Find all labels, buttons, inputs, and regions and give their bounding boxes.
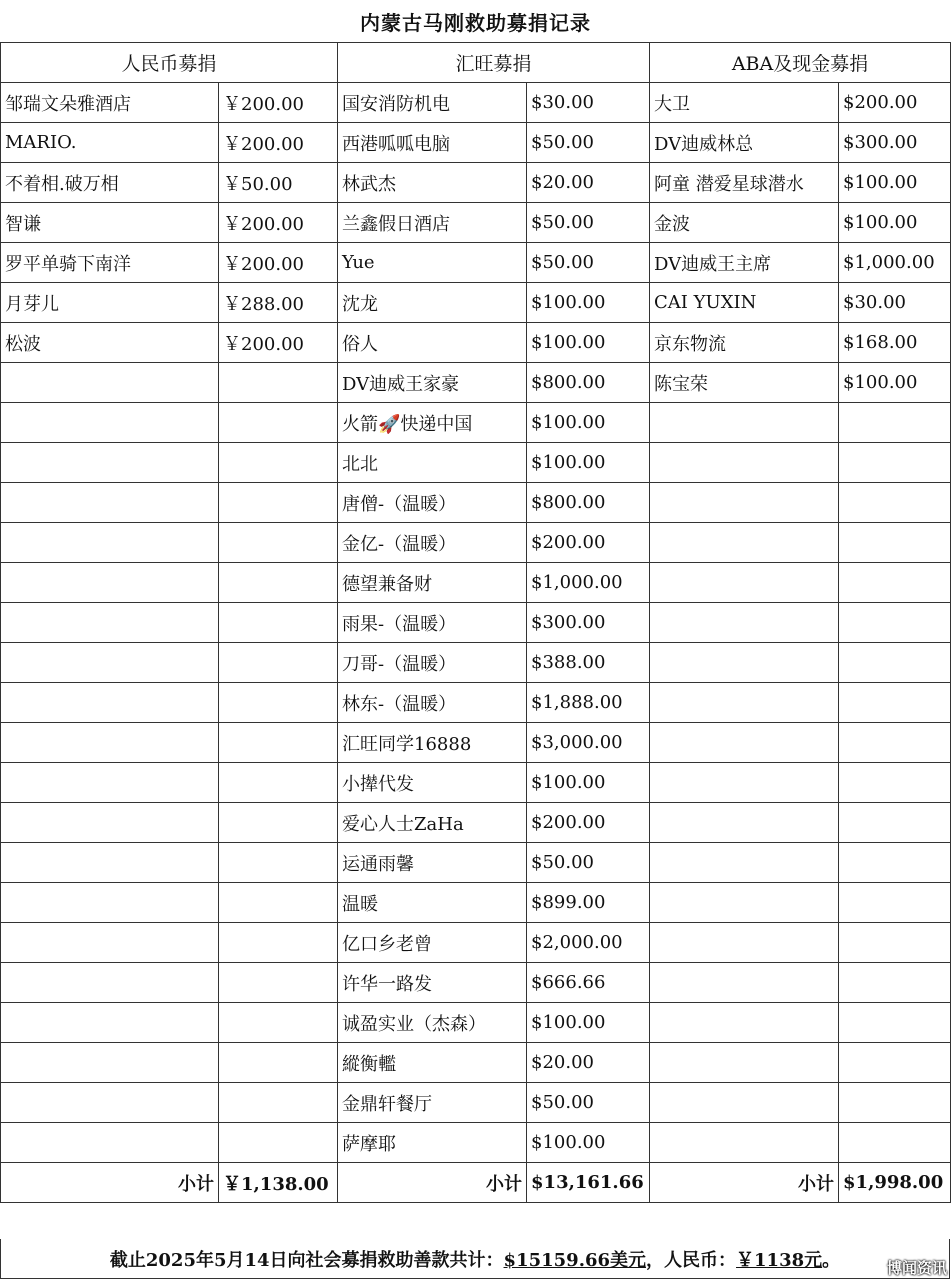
rmb-donor-amount: ￥200.00	[219, 123, 338, 163]
table-row	[1, 963, 951, 1003]
rmb-donor-amount	[219, 443, 338, 483]
table-row	[1, 483, 951, 523]
aba-donor-name	[650, 403, 839, 443]
huiwang-donor-amount: $2,000.00	[527, 923, 650, 963]
huiwang-donor-amount: $20.00	[527, 1043, 650, 1083]
huiwang-donor-name: 林武杰	[338, 163, 527, 203]
rmb-donor-amount: ￥200.00	[219, 243, 338, 283]
aba-donor-amount: $100.00	[839, 203, 951, 243]
rmb-donor-name	[1, 803, 219, 843]
subtotal-huiwang: $13,161.66	[527, 1163, 650, 1203]
table-row	[1, 523, 951, 563]
table-row	[1, 803, 951, 843]
huiwang-donor-name: 萨摩耶	[338, 1123, 527, 1163]
table-row	[1, 243, 951, 283]
rmb-donor-name	[1, 843, 219, 883]
huiwang-donor-amount: $20.00	[527, 163, 650, 203]
rmb-donor-amount	[219, 403, 338, 443]
aba-donor-amount	[839, 683, 951, 723]
summary-prefix: 截止2025年5月14日向社会募捐救助善款共计：	[109, 1249, 504, 1271]
huiwang-donor-name: 雨果-（温暖）	[338, 603, 527, 643]
aba-donor-name	[650, 803, 839, 843]
rmb-donor-name	[1, 523, 219, 563]
table-row	[1, 1003, 951, 1043]
aba-donor-amount	[839, 963, 951, 1003]
aba-donor-name	[650, 443, 839, 483]
rmb-donor-amount	[219, 1043, 338, 1083]
aba-donor-name	[650, 843, 839, 883]
rmb-donor-name	[1, 1083, 219, 1123]
rmb-donor-amount	[219, 1123, 338, 1163]
rmb-donor-name	[1, 603, 219, 643]
rmb-donor-name	[1, 483, 219, 523]
aba-donor-amount: $100.00	[839, 163, 951, 203]
table-row	[1, 163, 951, 203]
rmb-donor-amount: ￥288.00	[219, 283, 338, 323]
huiwang-donor-name: 縱衡轞	[338, 1043, 527, 1083]
aba-donor-amount	[839, 723, 951, 763]
huiwang-donor-amount: $30.00	[527, 83, 650, 123]
huiwang-donor-amount: $200.00	[527, 523, 650, 563]
huiwang-donor-name: 诚盈实业（杰森）	[338, 1003, 527, 1043]
rmb-donor-name: 罗平单骑下南洋	[1, 243, 219, 283]
summary-suffix: 。	[822, 1249, 841, 1271]
summary-usd-total: $15159.66美元	[503, 1249, 647, 1271]
rmb-donor-amount	[219, 523, 338, 563]
rmb-donor-name	[1, 723, 219, 763]
total-summary	[0, 1239, 950, 1279]
aba-donor-amount	[839, 1123, 951, 1163]
rmb-donor-name	[1, 643, 219, 683]
huiwang-donor-name: 沈龙	[338, 283, 527, 323]
huiwang-donor-amount: $300.00	[527, 603, 650, 643]
huiwang-donor-name: 林东-（温暖）	[338, 683, 527, 723]
aba-donor-name	[650, 1123, 839, 1163]
aba-donor-name	[650, 763, 839, 803]
rmb-donor-amount	[219, 883, 338, 923]
aba-donor-amount	[839, 923, 951, 963]
huiwang-donor-amount: $100.00	[527, 1123, 650, 1163]
aba-donor-name	[650, 1083, 839, 1123]
aba-donor-amount	[839, 1003, 951, 1043]
rmb-donor-amount: ￥50.00	[219, 163, 338, 203]
rmb-donor-amount	[219, 1083, 338, 1123]
huiwang-donor-amount: $666.66	[527, 963, 650, 1003]
huiwang-donor-amount: $3,000.00	[527, 723, 650, 763]
table-row	[1, 643, 951, 683]
aba-donor-name: DV迪威王主席	[650, 243, 839, 283]
rmb-donor-name: 月芽儿	[1, 283, 219, 323]
subtotal-rmb: ￥1,138.00	[219, 1163, 338, 1203]
aba-donor-name	[650, 923, 839, 963]
huiwang-donor-amount: $100.00	[527, 283, 650, 323]
rmb-donor-amount: ￥200.00	[219, 203, 338, 243]
rmb-donor-amount	[219, 923, 338, 963]
huiwang-donor-name: 唐僧-（温暖）	[338, 483, 527, 523]
rmb-donor-amount: ￥200.00	[219, 323, 338, 363]
aba-donor-name	[650, 1043, 839, 1083]
aba-donor-name	[650, 643, 839, 683]
table-row	[1, 1123, 951, 1163]
aba-donor-amount	[839, 523, 951, 563]
rmb-donor-name: 松波	[1, 323, 219, 363]
huiwang-donor-name: 西港呱呱电脑	[338, 123, 527, 163]
aba-donor-name: CAI YUXIN	[650, 283, 839, 323]
aba-donor-name	[650, 883, 839, 923]
rmb-donor-name	[1, 1123, 219, 1163]
huiwang-donor-amount: $899.00	[527, 883, 650, 923]
rmb-donor-amount	[219, 643, 338, 683]
rmb-donor-amount	[219, 723, 338, 763]
aba-donor-amount: $200.00	[839, 83, 951, 123]
aba-donor-amount	[839, 1083, 951, 1123]
table-header-row	[1, 43, 951, 83]
rmb-donor-name	[1, 963, 219, 1003]
table-row	[1, 283, 951, 323]
huiwang-donor-amount: $100.00	[527, 323, 650, 363]
aba-donor-amount	[839, 603, 951, 643]
huiwang-donor-amount: $100.00	[527, 763, 650, 803]
table-row	[1, 683, 951, 723]
huiwang-donor-name: 许华一路发	[338, 963, 527, 1003]
huiwang-donor-name: 金亿-（温暖）	[338, 523, 527, 563]
rmb-donor-name	[1, 923, 219, 963]
huiwang-donor-name: 温暖	[338, 883, 527, 923]
aba-donor-name: 陈宝荣	[650, 363, 839, 403]
subtotal-aba: $1,998.00	[839, 1163, 951, 1203]
huiwang-donor-name: 亿口乡老曾	[338, 923, 527, 963]
aba-donor-name	[650, 1003, 839, 1043]
aba-donor-amount	[839, 443, 951, 483]
huiwang-donor-amount: $100.00	[527, 443, 650, 483]
aba-donor-amount: $300.00	[839, 123, 951, 163]
huiwang-donor-amount: $800.00	[527, 363, 650, 403]
aba-donor-amount: $100.00	[839, 363, 951, 403]
aba-donor-amount	[839, 643, 951, 683]
subtotal-label-rmb: 小计	[1, 1163, 219, 1203]
aba-donor-amount: $1,000.00	[839, 243, 951, 283]
rmb-donor-name	[1, 443, 219, 483]
rmb-donor-name: MARIO.	[1, 123, 219, 163]
huiwang-donor-name: DV迪威王家豪	[338, 363, 527, 403]
table-row	[1, 763, 951, 803]
table-row	[1, 403, 951, 443]
header-huiwang: 汇旺募捐	[338, 43, 650, 83]
aba-donor-name	[650, 523, 839, 563]
header-aba: ABA及现金募捐	[650, 43, 951, 83]
aba-donor-amount	[839, 803, 951, 843]
table-row	[1, 1043, 951, 1083]
aba-donor-amount	[839, 1043, 951, 1083]
table-row	[1, 923, 951, 963]
huiwang-donor-amount: $50.00	[527, 203, 650, 243]
rmb-donor-name	[1, 1003, 219, 1043]
aba-donor-name: 京东物流	[650, 323, 839, 363]
table-row	[1, 563, 951, 603]
aba-donor-name	[650, 483, 839, 523]
rmb-donor-name: 不着相.破万相	[1, 163, 219, 203]
donation-table	[0, 42, 951, 1203]
huiwang-donor-amount: $388.00	[527, 643, 650, 683]
huiwang-donor-amount: $50.00	[527, 843, 650, 883]
table-row	[1, 603, 951, 643]
aba-donor-amount	[839, 563, 951, 603]
huiwang-donor-name: 小撵代发	[338, 763, 527, 803]
header-rmb: 人民币募捐	[1, 43, 338, 83]
rmb-donor-name	[1, 563, 219, 603]
rmb-donor-name	[1, 683, 219, 723]
aba-donor-name	[650, 603, 839, 643]
aba-donor-amount: $30.00	[839, 283, 951, 323]
subtotal-label-huiwang: 小计	[338, 1163, 527, 1203]
rmb-donor-amount	[219, 963, 338, 1003]
huiwang-donor-amount: $100.00	[527, 1003, 650, 1043]
huiwang-donor-name: 汇旺同学16888	[338, 723, 527, 763]
aba-donor-name	[650, 563, 839, 603]
table-row	[1, 723, 951, 763]
aba-donor-amount	[839, 763, 951, 803]
aba-donor-name: 金波	[650, 203, 839, 243]
huiwang-donor-amount: $800.00	[527, 483, 650, 523]
aba-donor-name: 大卫	[650, 83, 839, 123]
aba-donor-name	[650, 723, 839, 763]
aba-donor-name: 阿童 潜爱星球潜水	[650, 163, 839, 203]
huiwang-donor-name: 俗人	[338, 323, 527, 363]
rmb-donor-amount	[219, 843, 338, 883]
huiwang-donor-amount: $1,888.00	[527, 683, 650, 723]
table-row	[1, 83, 951, 123]
huiwang-donor-name: 刀哥-（温暖）	[338, 643, 527, 683]
aba-donor-amount	[839, 843, 951, 883]
summary-mid: ，人民币：	[646, 1249, 737, 1271]
huiwang-donor-amount: $50.00	[527, 1083, 650, 1123]
subtotal-row	[1, 1163, 951, 1203]
huiwang-donor-name: 兰鑫假日酒店	[338, 203, 527, 243]
huiwang-donor-amount: $1,000.00	[527, 563, 650, 603]
huiwang-donor-name: 爱心人士ZaHa	[338, 803, 527, 843]
rmb-donor-amount: ￥200.00	[219, 83, 338, 123]
rmb-donor-amount	[219, 803, 338, 843]
aba-donor-amount	[839, 483, 951, 523]
rmb-donor-name	[1, 1043, 219, 1083]
huiwang-donor-name: 北北	[338, 443, 527, 483]
table-row	[1, 363, 951, 403]
subtotal-label-aba: 小计	[650, 1163, 839, 1203]
huiwang-donor-name: 运通雨馨	[338, 843, 527, 883]
rmb-donor-amount	[219, 683, 338, 723]
aba-donor-amount	[839, 403, 951, 443]
huiwang-donor-name: 火箭🚀快递中国	[338, 403, 527, 443]
table-row	[1, 443, 951, 483]
rmb-donor-amount	[219, 603, 338, 643]
huiwang-donor-name: 德望兼备财	[338, 563, 527, 603]
rmb-donor-name	[1, 363, 219, 403]
aba-donor-name	[650, 683, 839, 723]
page-title: 内蒙古马刚救助募捐记录	[360, 10, 591, 35]
aba-donor-amount: $168.00	[839, 323, 951, 363]
table-row	[1, 843, 951, 883]
summary-rmb-total: ￥1138元	[736, 1249, 823, 1271]
rmb-donor-name: 邹瑞文朵雅酒店	[1, 83, 219, 123]
huiwang-donor-name: 金鼎轩餐厅	[338, 1083, 527, 1123]
aba-donor-amount	[839, 883, 951, 923]
aba-donor-name: DV迪威林总	[650, 123, 839, 163]
rmb-donor-name	[1, 763, 219, 803]
huiwang-donor-amount: $200.00	[527, 803, 650, 843]
watermark: 博闻资讯	[886, 1259, 947, 1277]
rmb-donor-name	[1, 883, 219, 923]
table-row	[1, 203, 951, 243]
huiwang-donor-amount: $100.00	[527, 403, 650, 443]
huiwang-donor-name: 国安消防机电	[338, 83, 527, 123]
table-row	[1, 1083, 951, 1123]
huiwang-donor-amount: $50.00	[527, 243, 650, 283]
table-row	[1, 123, 951, 163]
table-row	[1, 323, 951, 363]
aba-donor-name	[650, 963, 839, 1003]
rmb-donor-name	[1, 403, 219, 443]
table-row	[1, 883, 951, 923]
rmb-donor-amount	[219, 1003, 338, 1043]
rmb-donor-amount	[219, 363, 338, 403]
rmb-donor-amount	[219, 763, 338, 803]
huiwang-donor-name: Yue	[338, 243, 527, 283]
rmb-donor-amount	[219, 483, 338, 523]
huiwang-donor-amount: $50.00	[527, 123, 650, 163]
rmb-donor-amount	[219, 563, 338, 603]
rmb-donor-name: 智谦	[1, 203, 219, 243]
